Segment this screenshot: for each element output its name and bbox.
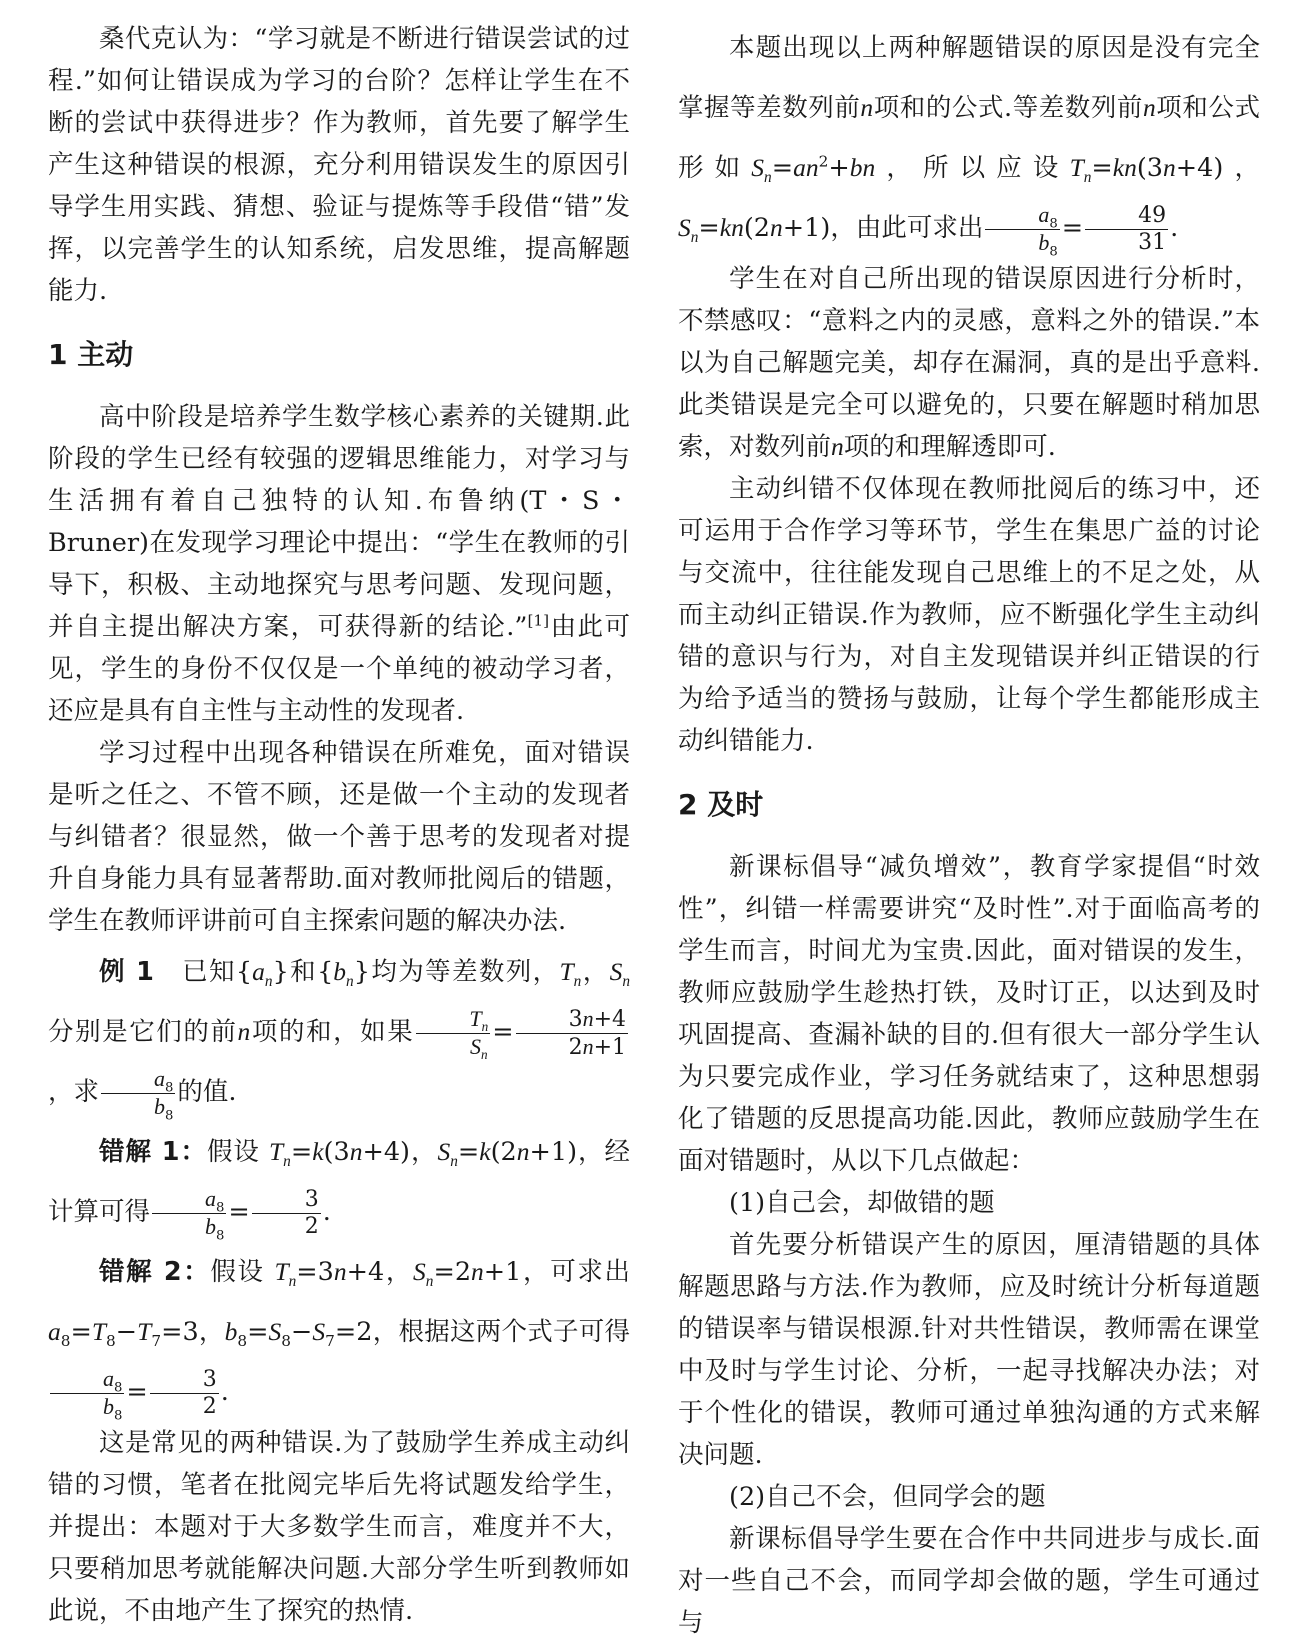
paragraph-common-errors: 这是常见的两种错误.为了鼓励学生养成主动纠错的习惯，笔者在批阅完毕后先将试题发给学生，并提出：本题对于大多数学生而言，难度并不大，只要稍加思考就能解决问题.大部分学生听到教师如此说，不由地产生了探究的热情.: [48, 1428, 630, 1626]
paragraph-errors: 学习过程中出现各种错误在所难免，面对错误是听之任之、不管不顾，还是做一个主动的发现者与纠错者？很显然，做一个善于思考的发现者对提升自身能力具有显著帮助.面对教师批阅后的错题，学生在教师评讲前可自主探索问题的解决办法.: [48, 738, 630, 936]
result-value-fraction-2: $\frac{3}{2}$: [150, 1367, 219, 1420]
result-value-fraction: $\frac{3}{2}$: [252, 1187, 321, 1240]
result-fraction-2: $\frac{a_8}{b_8}$: [50, 1366, 124, 1421]
example-1: 例 1 已知$\{a_n\}$和$\{b_n\}$均为等差数列，$T_n$，$S_n$分别是它们的前n项的和，如果 $\frac{T_n}{S_n}$ = $\frac{3n+4}{2n+1}$ ，求 $\frac{a_8}{b_8}$ 的值.: [48, 957, 630, 1123]
ratio-fraction: $\frac{T_n}{S_n}$: [416, 1006, 490, 1061]
paragraph-timeliness: 新课标倡导“减负增效”，教育学家提倡“时效性”，纠错一样需要讲究“及时性”.对于面临高考的学生而言，时间尤为宝贵.因此，面对错误的发生，教师应鼓励学生趁热打铁，及时订正，以达到及时巩固提高、查漏补缺的目的.但有很大一部分学生认为只要完成作业，学习任务就结束了，这种思想弱化了错题的反思提高功能.因此，教师应鼓励学生在面对错题时，从以下几点做起：: [678, 852, 1260, 1176]
section-heading-2: 2 及时: [678, 788, 764, 821]
intro-paragraph: 桑代克认为：“学习就是不断进行错误尝试的过程.”如何让错误成为学习的台阶？怎样让学生在不断的尝试中获得进步？作为教师，首先要了解学生产生这种错误的根源，充分利用错误发生的原因引导学生用实践、猜想、验证与提炼等手段借“错”发挥，以完善学生的认知系统，启发思维，提高解题能力.: [48, 24, 630, 306]
wrong-solution-1-label: 错解 1：: [99, 1137, 207, 1167]
wrong-solution-2-label: 错解 2：: [99, 1257, 211, 1287]
paragraph-analysis: 首先要分析错误产生的原因，厘清错题的具体解题思路与方法.作为教师，应及时统计分析每道题的错误率与错误根源.针对共性错误，教师需在课堂中及时与学生讨论、分析，一起寻找解决办法；对于个性化的错误，教师可通过单独沟通的方式来解决问题.: [678, 1230, 1260, 1470]
wrong-solution-2: 错解 2：假设 $T_n=3n+4$，$S_n=2n+1$，可求出$a_8=T_8-T_7=3$，$b_8=S_8-S_7=2$，根据这两个式子可得 $\frac{a_8}{b_8}$ = $\frac{3}{2}$ .: [48, 1257, 630, 1423]
paragraph-cause: 本题出现以上两种解题错误的原因是没有完全掌握等差数列前n项和的公式.等差数列前n项和公式形如$S_n=an^2+bn$，所以应设$T_n=kn(3n+4)$，$S_n=kn(2n+1)$，由此可求出 $\frac{a_8}{b_8}$ = $\frac{49}{31}$ .: [678, 33, 1260, 259]
right-column: [678, 18, 1260, 1644]
correct-fraction: $\frac{a_8}{b_8}$: [985, 202, 1059, 257]
example-label: 例 1: [99, 957, 154, 987]
paragraph-reflection: 学生在对自己所出现的错误原因进行分析时，不禁感叹：“意料之内的灵感，意料之外的错误.”本以为自己解题完美，却存在漏洞，真的是出乎意料.此类错误是完全可以避免的，只要在解题时稍加思索，对数列前n项的和理解透即可.: [678, 264, 1260, 462]
citation-1: [1]: [527, 611, 550, 630]
correct-value-fraction: $\frac{49}{31}$: [1085, 203, 1168, 256]
ratio-value-fraction: $\frac{3n+4}{2n+1}$: [516, 1006, 628, 1061]
paragraph-cooperation: 主动纠错不仅体现在教师批阅后的练习中，还可运用于合作学习等环节，学生在集思广益的讨论与交流中，往往能发现自己思维上的不足之处，从而主动纠正错误.作为教师，应不断强化学生主动纠错的意识与行为，对自主发现错误并纠正错误的行为给予适当的赞扬与鼓励，让每个学生都能形成主动纠错能力.: [678, 474, 1260, 756]
subheading-1: (1)自己会，却做错的题: [729, 1188, 995, 1218]
left-column: [48, 18, 630, 1632]
result-fraction: $\frac{a_8}{b_8}$: [152, 1186, 226, 1241]
paragraph-peer: 新课标倡导学生要在合作中共同进步与成长.面对一些自己不会，而同学却会做的题，学生可通过与: [678, 1524, 1260, 1638]
subheading-2: (2)自己不会，但同学会的题: [729, 1482, 1046, 1512]
section-heading-1: 1 主动: [48, 338, 134, 371]
wrong-solution-1: 错解 1：假设 $T_n=k(3n+4)$，$S_n=k(2n+1)$，经计算可得 $\frac{a_8}{b_8}$ = $\frac{3}{2}$ .: [48, 1137, 630, 1243]
target-fraction: $\frac{a_8}{b_8}$: [101, 1066, 175, 1121]
paragraph-bruner: 高中阶段是培养学生数学核心素养的关键期.此阶段的学生已经有较强的逻辑思维能力，对学习与生活拥有着自己独特的认知.布鲁纳(T・S・Bruner)在发现学习理论中提出：“学生在教师的引导下，积极、主动地探究与思考问题、发现问题，并自主提出解决方案，可获得新的结论.”[1]由此可见，学生的身份不仅仅是一个单纯的被动学习者，还应是具有自主性与主动性的发现者.: [48, 402, 630, 726]
